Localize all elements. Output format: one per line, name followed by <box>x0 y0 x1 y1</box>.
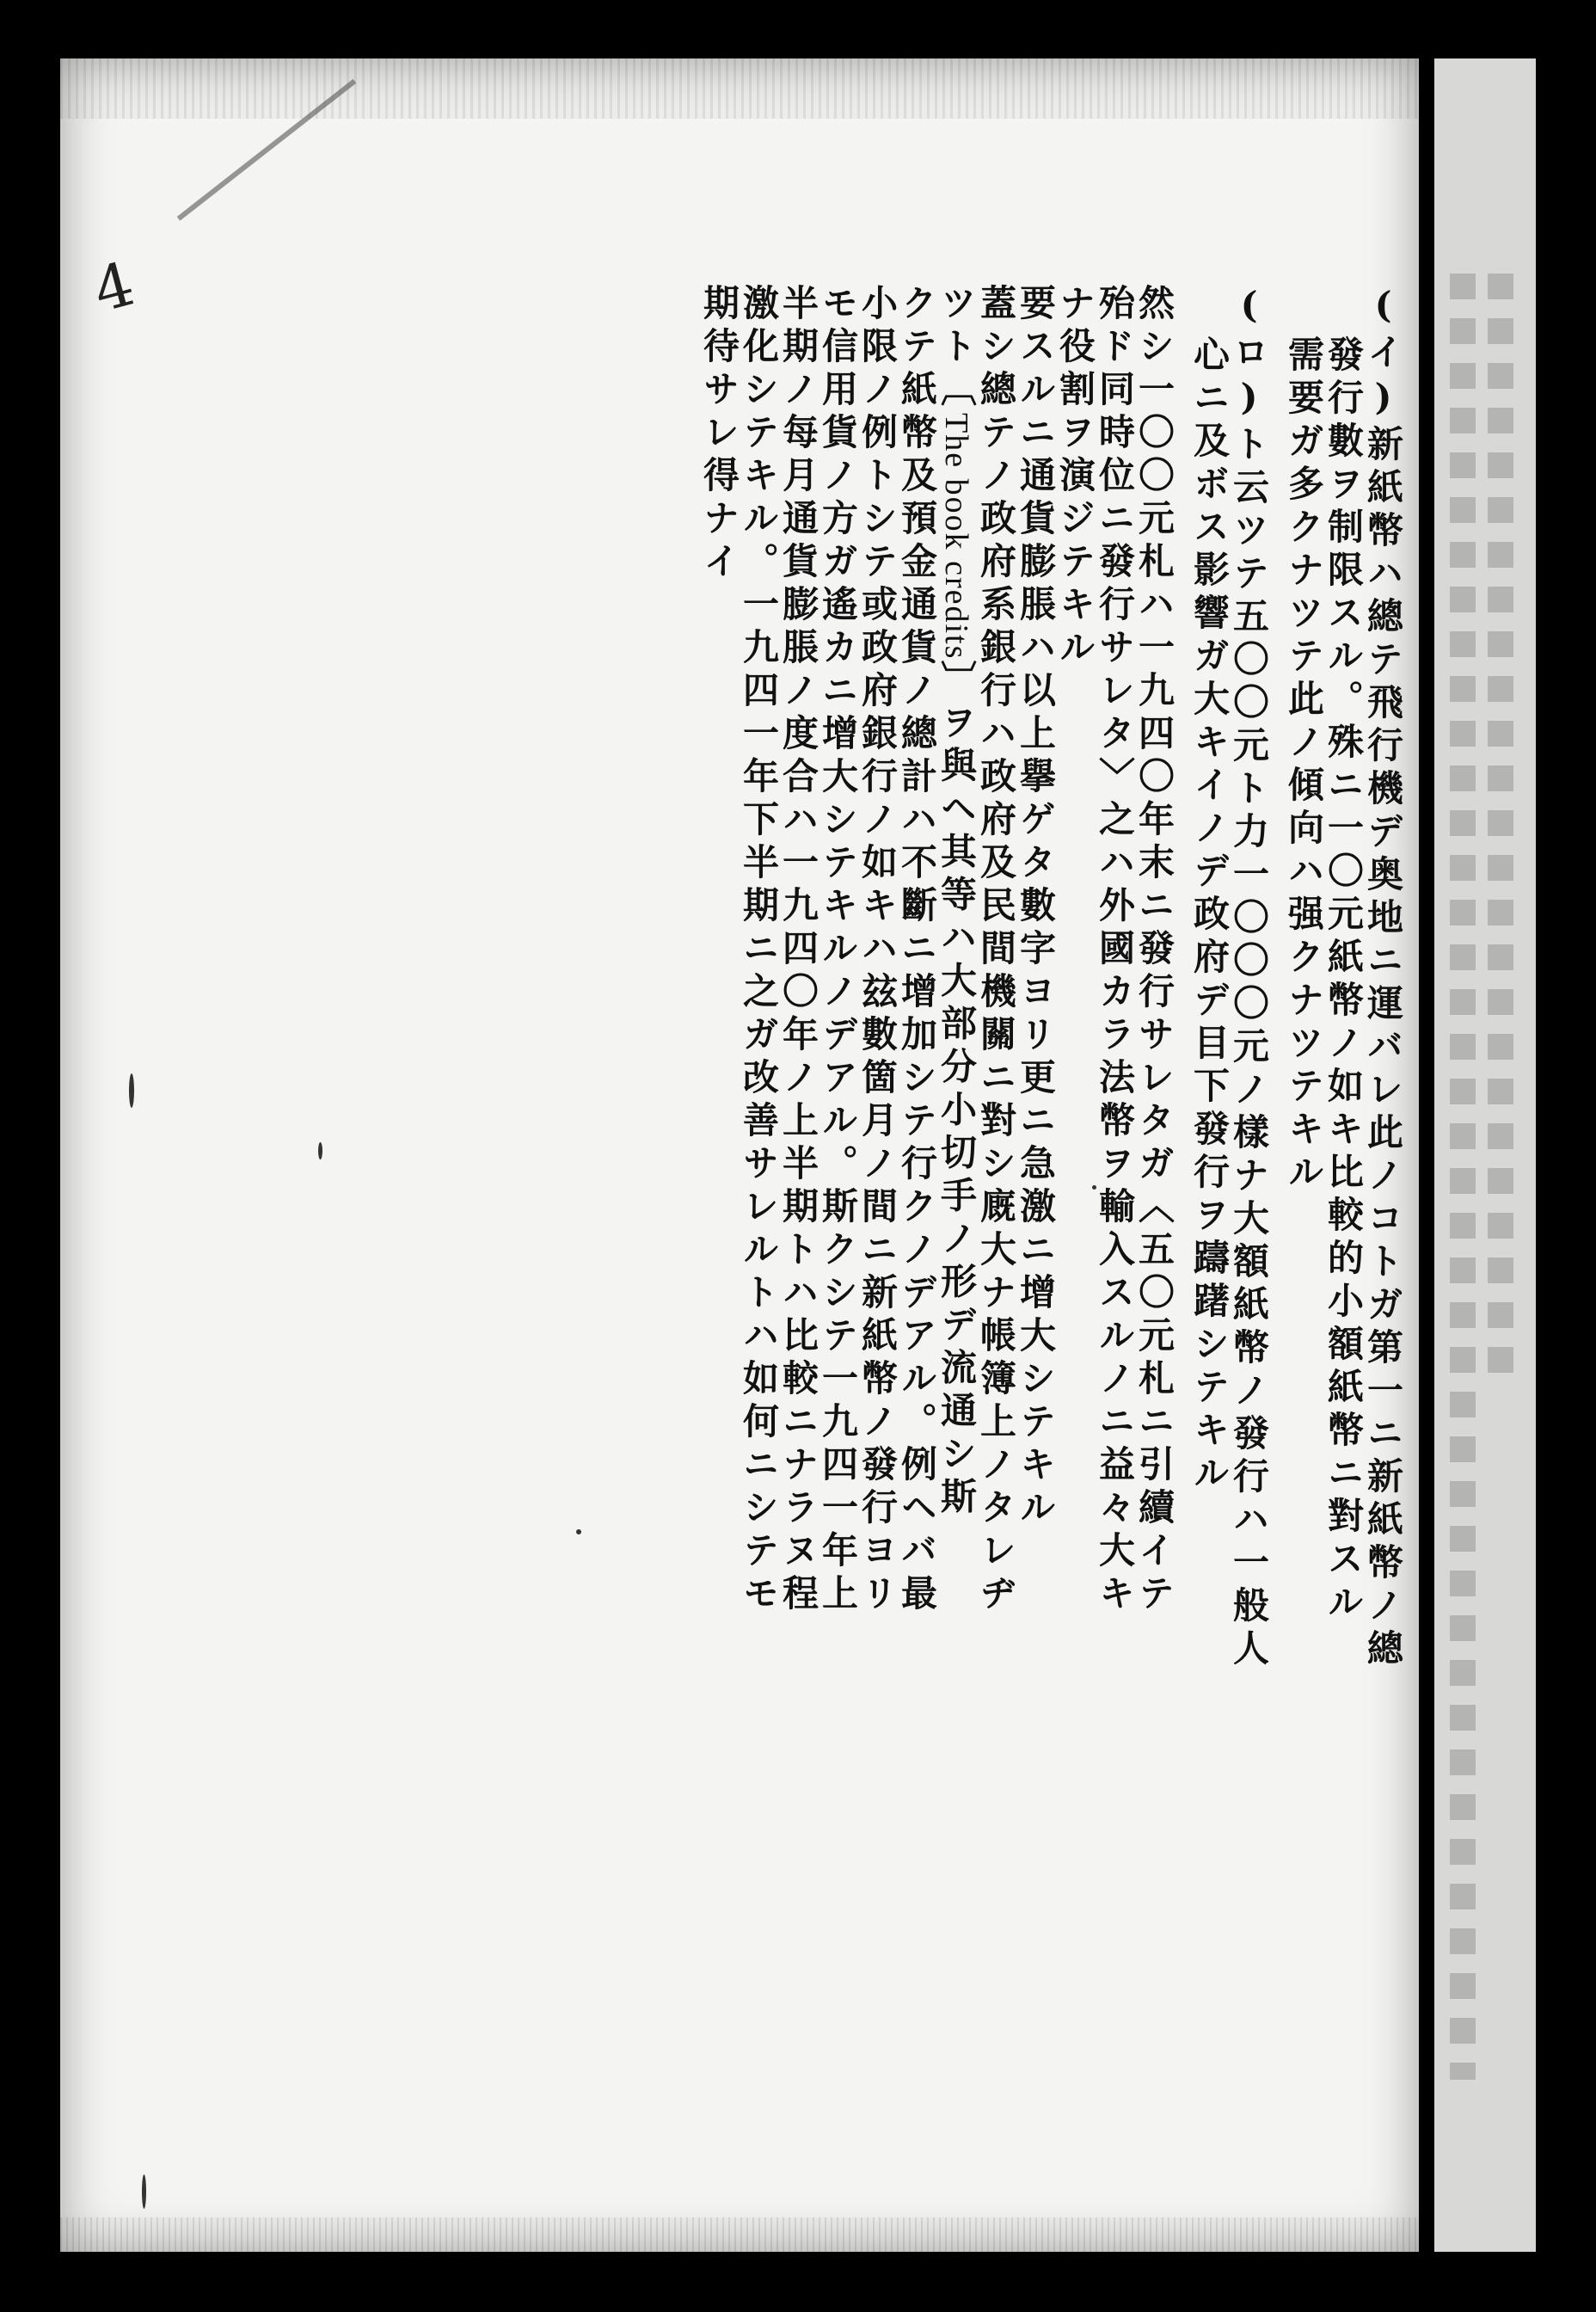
text-segment: 〕ヲ與ヘ其等ハ大部分小切手ノ形デ流通シ斯 <box>936 660 978 1521</box>
text-column: 激化シテキル。一九四一年下半期ニ之ガ改善サレルトハ如何ニシテモ <box>738 284 780 1617</box>
page-gutter <box>1419 58 1434 2252</box>
text-column: 半期ノ每月通貨膨脹ノ度合ハ一九四〇年ノ上半期トハ比較ニナラヌ程 <box>777 284 819 1617</box>
page-top-edge <box>60 58 1419 119</box>
text-column: モ信用貨ノ方ガ遙カニ增大シテキルノデアル。斯クシテ一九四一年上 <box>817 284 859 1617</box>
text-column: 發行數ヲ制限スル。殊ニ一〇元紙幣ノ如キ比較的小額紙幣ニ對スル <box>1323 335 1365 1626</box>
text-column: 心ニ及ボス影響ガ大キイノデ政府デ目下發行ヲ躊躇シテキル <box>1188 335 1231 1497</box>
english-gloss: The book credits <box>938 413 974 661</box>
text-column: 蓋シ總テノ政府系銀行ハ政府及民間機關ニ對シ廐大ナ帳簿上ノタレヂ <box>975 284 1017 1617</box>
text-column: 期待サレ得ナイ <box>698 284 740 585</box>
page-mark: 4 <box>86 248 142 327</box>
text-column: 小限ノ例トシテ或政府銀行ノ如キハ玆數箇月ノ間ニ新紙幣ノ發行ヨリ <box>856 284 899 1617</box>
bleed-text <box>1488 274 1513 1392</box>
text-column: 需要ガ多クナツテ此ノ傾向ハ强クナツテキル <box>1283 335 1325 1196</box>
scan-speck <box>129 1073 134 1108</box>
text-column: 要スルニ通貨膨脹ハ以上擧ゲタ數字ヨリ更ニ急激ニ增大シテキル <box>1015 284 1057 1531</box>
text-segment: ツト〔 <box>936 284 978 413</box>
text-column: クテ紙幣及預金通貨ノ總計ハ不斷ニ增加シテ行クノデアル。例ヘバ最 <box>896 284 938 1617</box>
text-column <box>936 284 978 1521</box>
facing-page-bleed <box>1434 58 1536 2252</box>
text-column: 然シ一〇〇元札ハ一九四〇年末ニ發行サレタガ〈五〇元札ニ引續イテ <box>1133 284 1176 1617</box>
text-column: (ロ)ト云ツテ五〇〇元ト力一〇〇〇元ノ樣ナ大額紙幣ノ發行ハ一般人 <box>1228 284 1270 1672</box>
vertical-text-body <box>284 284 1402 2090</box>
text-column: 殆ド同時位ニ發行サレタ〉之ハ外國カラ法幣ヲ輸入スルノニ益々大キ <box>1094 284 1136 1617</box>
page-bottom-edge <box>60 2217 1419 2252</box>
bleed-text <box>1450 274 1476 2080</box>
text-column: (イ)新紙幣ハ總テ飛行機デ奥地ニ運バレ此ノコトガ第一ニ新紙幣ノ總 <box>1362 284 1404 1672</box>
scan-speck <box>142 2174 146 2209</box>
text-column: ナ役割ヲ演ジテキル <box>1054 284 1096 671</box>
